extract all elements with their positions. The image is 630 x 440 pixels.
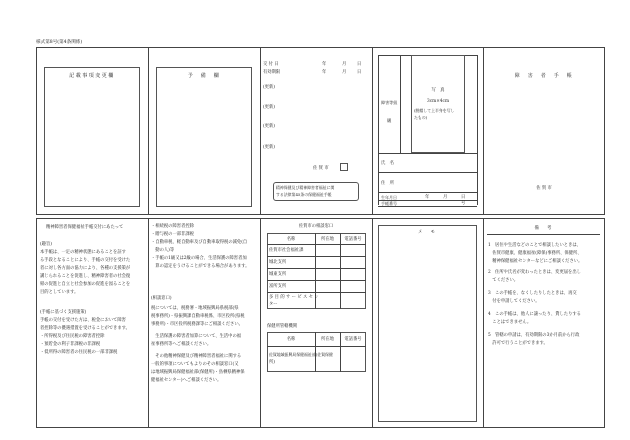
support-label: (手帳に基づく支援施策) xyxy=(40,310,87,315)
table-row: 城東支所 xyxy=(269,272,287,277)
validity-label: 有効期限 xyxy=(263,70,281,75)
name-label: 氏 名 xyxy=(381,161,394,166)
cover-title: 障 害 者 手 帳 xyxy=(514,73,574,79)
photo-box xyxy=(411,55,465,153)
change-record-box xyxy=(44,67,140,207)
notes-title: 備 考 xyxy=(534,226,554,231)
photo-label: 写 真 xyxy=(431,88,445,93)
renewal-label-2: (更新) xyxy=(263,105,275,110)
renewal-label-3: (更新) xyxy=(263,124,275,129)
table-row: 城北支所 xyxy=(269,260,287,265)
grade-label: 障害等級 xyxy=(381,100,398,105)
change-record-title: 記載事項変更欄 xyxy=(69,73,115,79)
table-row: 富所支所 xyxy=(269,284,287,289)
table-row: 多 目 的 サ ー ビ ス セ ン xyxy=(269,295,319,300)
issuer-seal-box xyxy=(340,163,348,171)
health-table-title: 保健所管轄機関 xyxy=(267,324,298,329)
purpose-label: (趣旨) xyxy=(40,242,52,247)
memo-box xyxy=(378,225,477,422)
form-number-label: 様式第8号(第4条関係) xyxy=(36,40,83,45)
birth-label: 生年月日 xyxy=(381,195,397,200)
cover-issuer: 佐 賀 市 xyxy=(536,186,552,191)
number-label: 手帳番号 xyxy=(381,201,397,206)
renewal-label-4: (更新) xyxy=(263,145,275,150)
inquiry-label: (相談窓口) xyxy=(151,296,172,301)
issuer-label: 佐 賀 市 xyxy=(313,166,329,171)
table-row: 佐賀地域振興局保健福祉部(佐賀保健 xyxy=(269,352,333,357)
issue-date-label: 交 付 日 xyxy=(263,62,279,67)
reserve-title: 予 備 欄 xyxy=(187,73,221,79)
table-row: 佐賀市社会福祉課 xyxy=(269,248,304,253)
intro-title: 精神障害者保健福祉手帳交付にあたって xyxy=(46,225,124,230)
reserve-box xyxy=(156,67,252,207)
address-label: 住 所 xyxy=(381,181,394,186)
renewal-label-1: (更新) xyxy=(263,85,275,90)
photo-size: 3cm×4cm xyxy=(426,99,450,104)
grade-unit-label: 級 xyxy=(387,119,392,124)
contact-table-title: 佐賀市の相談窓口 xyxy=(298,224,334,229)
memo-title: メ モ xyxy=(418,230,437,235)
